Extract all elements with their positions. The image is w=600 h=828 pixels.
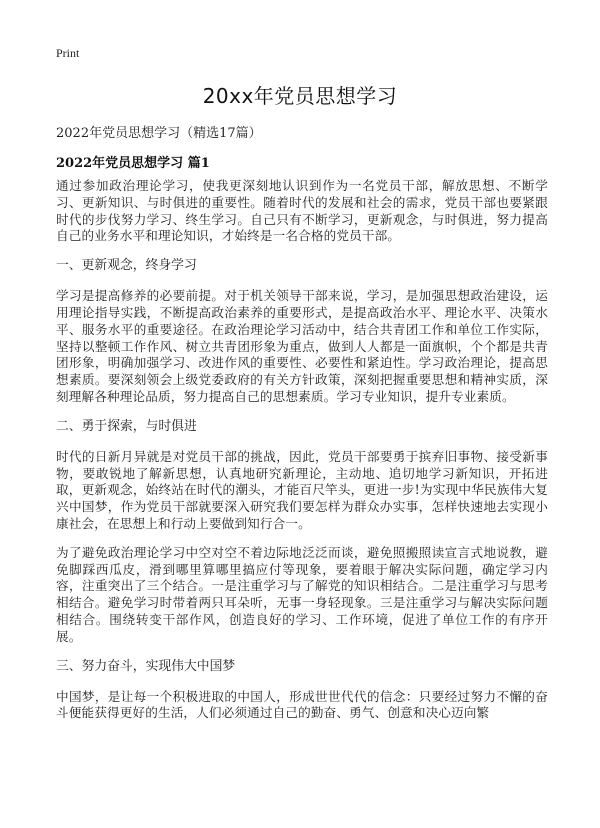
page-title: 20xx年党员思想学习 — [202, 84, 398, 108]
body-paragraph: 为了避免政治理论学习中空对空不着边际地泛泛而谈，避免照搬照读宣言式地说教，避免脚踩西瓜皮，滑到哪里算哪里搞应付等现象，要着眼于解决实际问题，确定学习内容，注重突出了三个结合。一是注重学习与了解党的知识相结合。二是注重学习与思考相结合。避免学习时带着两只耳朵听，无事一身轻现象。三是注重学习与解决实际问题相结合。围绕转变干部作风，创造良好的学习、工作环境，促进了单位工作的有序开展。 — [56, 544, 548, 644]
section-title: 2022年党员思想学习 篇1 — [56, 156, 210, 171]
body-paragraph: 中国梦，是让每一个积极进取的中国人，形成世世代代的信念：只要经过努力不懈的奋斗便能获得更好的生活，人们必须通过自己的勤奋、勇气、创意和决心迈向繁 — [56, 688, 548, 721]
document-body — [56, 178, 548, 734]
section-heading: 一、更新观念，终身学习 — [56, 258, 197, 274]
body-paragraph: 学习是提高修养的必要前提。对于机关领导干部来说，学习，是加强思想政治建设，运用理论指导实践，不断提高政治素养的重要形式，是提高政治水平、理论水平、决策水平、服务水平的重要途径。在政治理论学习活动中，结合共青团工作和单位工作实际，坚持以整顿工作作风、树立共青团形象为重点，做到人人都是一面旗帜，个个都是共青团形象，明确加强学习、改进作风的重要性、必要性和紧迫性。学习政治理论，提高思想素质。要深刻领会上级党委政府的有关方针政策，深刻把握重要思想和精神实质，深刻理解各种理论品质，努力提高自己的思想素质。学习专业知识，提升专业素质。 — [56, 288, 548, 404]
body-paragraph: 通过参加政治理论学习，使我更深刻地认识到作为一名党员干部，解放思想、不断学习、更新知识、与时俱进的重要性。随着时代的发展和社会的需求，党员干部也要紧跟时代的步伐努力学习、终生学习。自己只有不断学习，更新观念，与时俱进，努力提高自己的业务水平和理论知识，才始终是一名合格的党员干部。 — [56, 178, 548, 244]
body-paragraph: 时代的日新月异就是对党员干部的挑战，因此，党员干部要勇于摈弃旧事物、接受新事物，要敢锐地了解新思想，认真地研究新理论，主动地、追切地学习新知识，开拓进取，更新观念，始终站在时代的潮头，才能百尺竿头，更进一步!为实现中华民族伟大复兴中国梦，作为党员干部就要深入研究我们要怎样为群众办实事，怎样快速地去实现小康社会，在思想上和行动上要做到知行合一。 — [56, 448, 548, 531]
print-label: Print — [56, 46, 80, 60]
document-subtitle: 2022年党员思想学习（精选17篇） — [56, 126, 262, 141]
section-heading: 二、勇于探索，与时俱进 — [56, 418, 197, 434]
section-heading: 三、努力奋斗，实现伟大中国梦 — [56, 658, 236, 674]
